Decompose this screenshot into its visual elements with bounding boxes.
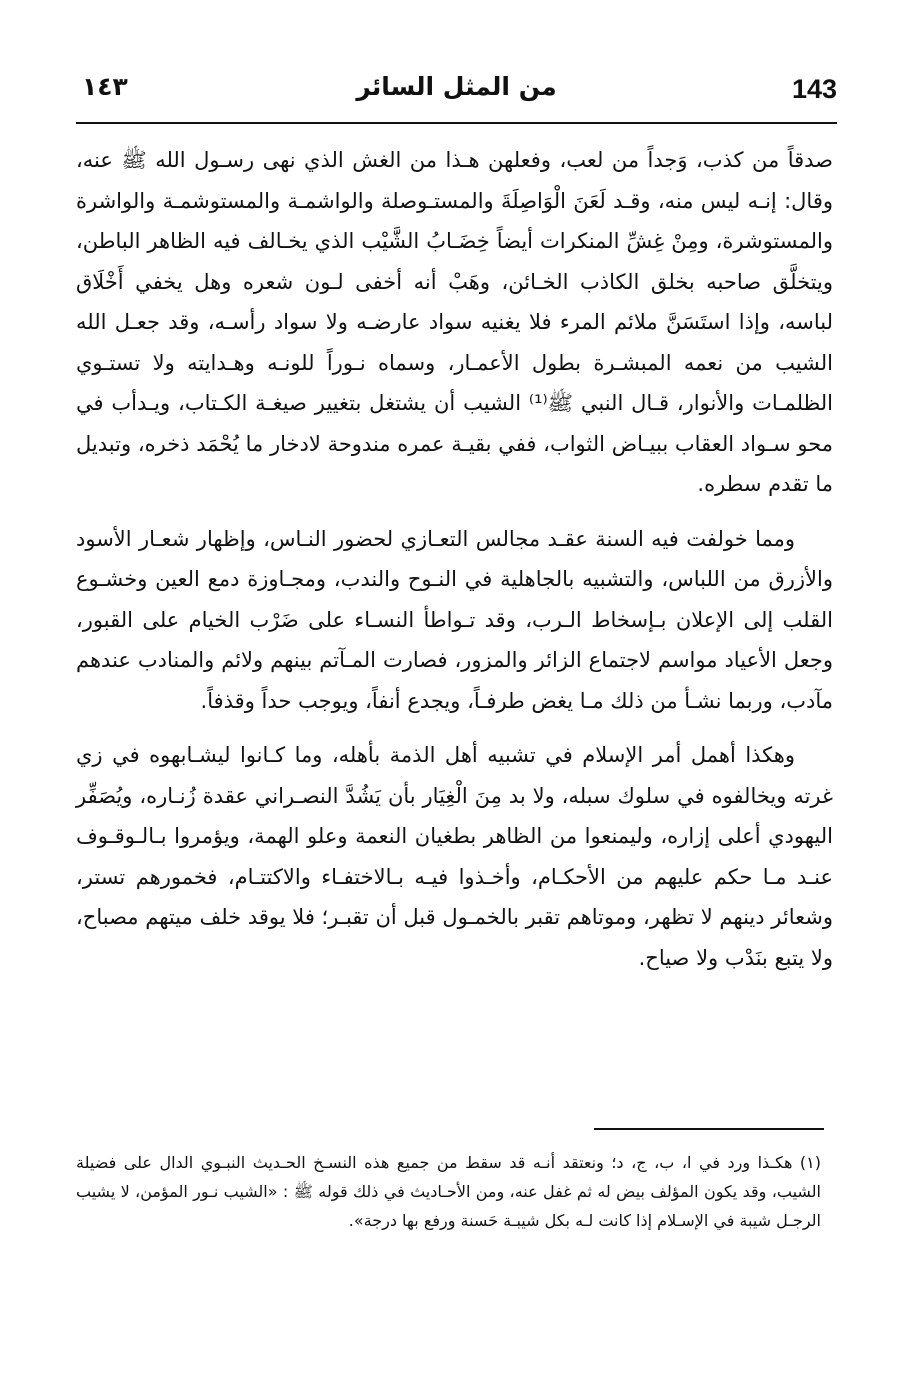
footnotes <box>76 1148 821 1235</box>
page-number-arabic: ١٤٣ <box>82 72 128 101</box>
paragraph-2: ومما خولفت فيه السنة عقـد مجالس التعـازي لحضور النـاس، وإظهار شعـار الأسود والأزرق من اللباس، والتشبيه بالجاهلية في النـوح والندب، ومجـاوزة دمع العين وخشـوع القلب إلى الإعلان بـإسخاط الـرب، وقد تـواطأ النسـاء على ضَرْب الخيام على القبور، وجعل الأعياد مواسم لاجتماع الزائر والمزور، فصارت المـآتم بينهم ولائم والمنادب عندهم مآدب، وربما نشـأ من ذلك مـا يغض طرفـاً، ويجدع أنفاً، ويوجب حداً وقذفاً. <box>76 526 833 713</box>
main-text <box>76 140 833 992</box>
paragraph-1: صدقاً من كذب، وَجداً من لعب، وفعلهن هـذا من الغش الذي نهى رسـول الله ﷺ عنه، وقال: إنـه ليس منه، وقـد لَعَنَ الْوَاصِلَةَ والمستـوصلة والواشمـة والمستوشمـة والواشرة والمستوشرة، ومِنْ غِشِّ المنكرات أيضاً خِضَـابُ الشَّيْب الذي يخـالف فيه الظاهر الباطن، ويتخلَّق صاحبه بخلق الكاذب الخـائن، وهَبْ أنه أخفى لـون شعره وهل يخفي أَخْلَاق لباسه، وإذا استَسَنَّ ملائم المرء فلا يغنيه سواد عارضـه ولا سواد رأسـه، وقد جعـل الله الشيب من نعمه المبشـرة بطول الأعمـار، وسماه نـوراً للونـه وهـدايته ولا تستـوي الظلمـات والأنوار، قـال النبي ﷺ⁽¹⁾ الشيب أن يشتغل بتغيير صيغـة الكـتاب، ويـدأب في محو سـواد العقاب ببيـاض الثواب، ففي بقيـة عمره مندوحة لادخار ما يُحْمَد ذخره، وتبديل ما تقدم سطره. <box>76 148 833 496</box>
page-number-latin: 143 <box>791 74 837 104</box>
page-header <box>76 64 837 108</box>
header-rule <box>76 122 837 124</box>
paragraph-3: وهكذا أهمل أمر الإسلام في تشبيه أهل الذمة بأهله، وما كـانوا ليشـابهوه في زي غرته ويخالفوه في سلوك سبله، ولا بد مِنَ الْغِيَار بأن يَشُدَّ النصـراني عقدة زُنـاره، ويُصَفِّر اليهودي أعلى إزاره، وليمنعوا من الظاهر بطغيان النعمة وعلو الهمة، ويؤمروا بـالـوقـوف عنـد مـا حكم عليهم من الأحكـام، وأخـذوا فيـه بـالاختفـاء والاكتتـام، فخمورهم تستر، وشعائر دينهم لا تظهر، وموتاهم تقبر بالخمـول قبل أن تقبـر؛ فلا يوقد خلف ميتهم مصباح، ولا يتبع بنَدْب ولا صياح. <box>76 743 833 970</box>
footnote-1: (١) هكـذا ورد في ا، ب، ج، د؛ ونعتقد أنـه قد سقط من جميع هذه النسـخ الحـديث النبـوي الدال على فضيلة الشيب، وقد يكون المؤلف بيض له ثم غفل عنه، ومن الأحـاديث في ذلك قوله ﷺ : «الشيب نـور المؤمن، لا يشيب الرجـل شيبة في الإسـلام إذا كانت لـه بكل شيبـة حَسنة ورفع بها درجة». <box>76 1153 821 1230</box>
running-title: من المثل السائر <box>356 72 557 101</box>
footnote-separator <box>594 1128 824 1130</box>
